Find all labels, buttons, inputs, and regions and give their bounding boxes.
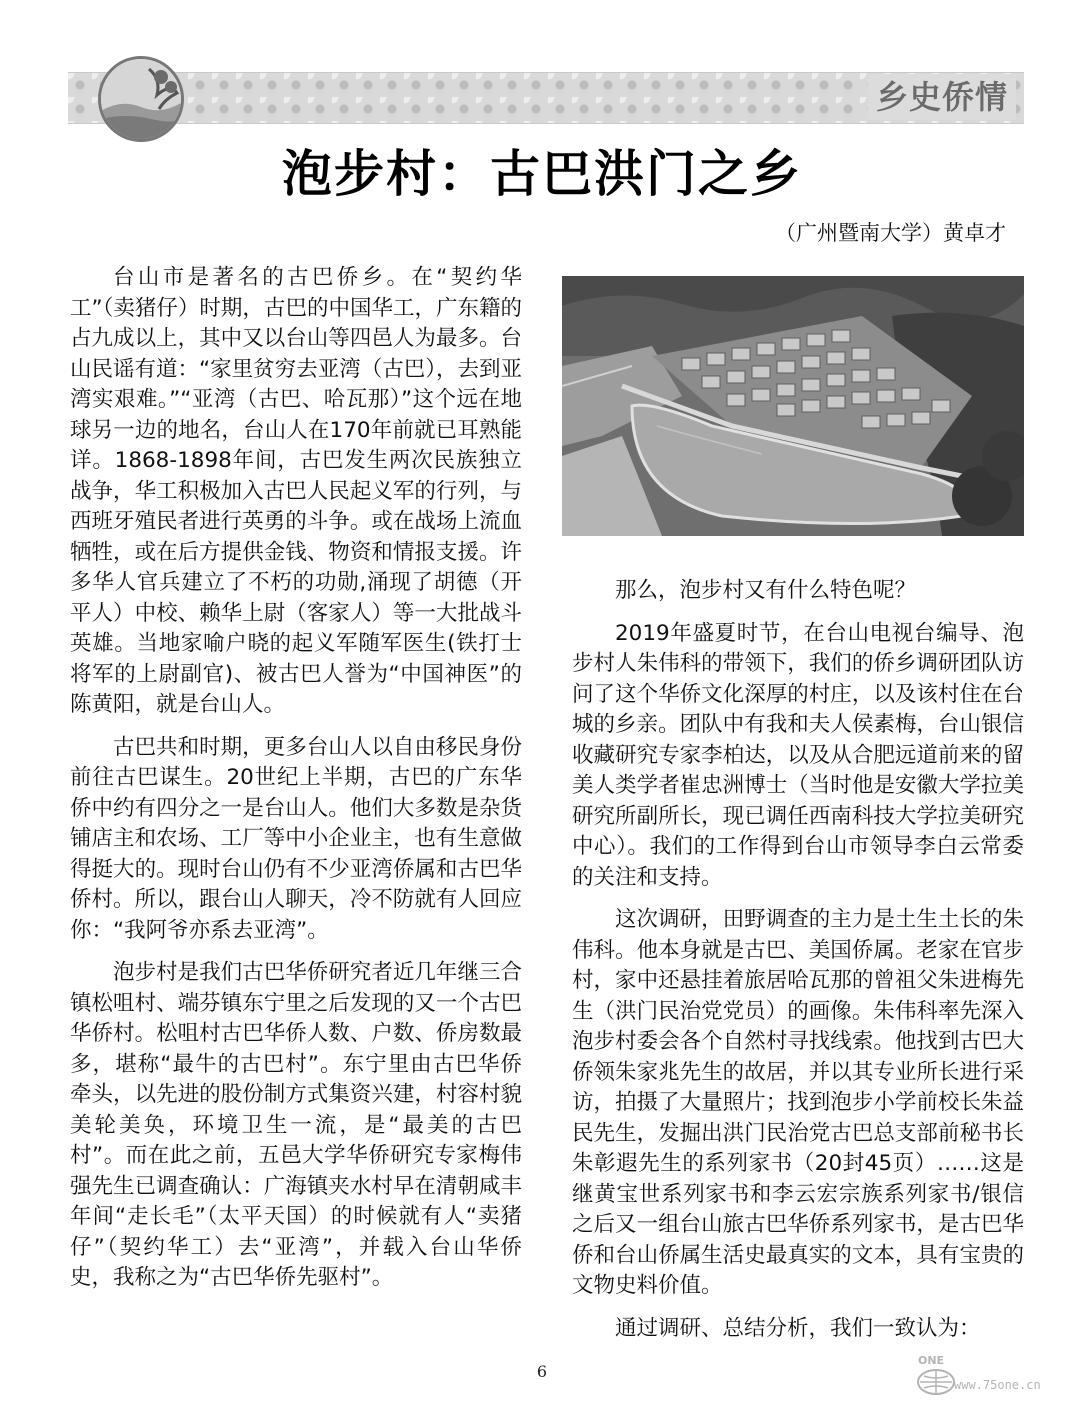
- paragraph: 这次调研，田野调查的主力是土生土长的朱伟科。他本身就是古巴、美国侨属。老家在官步村，家中还悬挂着旅居哈瓦那的曾祖父朱进梅先生（洪门民治党党员）的画像。朱伟科率先深入泡步村委会各个自然村寻找线索。他找到古巴大侨领朱家兆先生的故居，并以其专业所长进行采访，拍摄了大量照片；找到泡步小学前校长朱益民先生，发掘出洪门民治党古巴总支部前秘书长朱彰遐先生的系列家书（20封45页）……这是继黄宝世系列家书和李云宏宗族系列家书/银信之后又一组台山旅古巴华侨系列家书，是古巴华侨和台山侨属生活史最真实的文本，具有宝贵的文物史料价值。: [572, 907, 1024, 1298]
- paragraph: 古巴共和时期，更多台山人以自由移民身份前往古巴谋生。20世纪上半期，古巴的广东华侨中约有四分之一是台山人。他们大多数是杂货铺店主和农场、工厂等中小企业主，也有生意做得挺大的。现时台山仍有不少亚湾侨属和古巴华侨村。所以，跟台山人聊天，冷不防就有人回应你：“我阿爷亦系去亚湾”。: [70, 734, 522, 943]
- left-column: [70, 263, 522, 1306]
- paragraph: 通过调研、总结分析，我们一致认为：: [615, 1315, 981, 1341]
- article-byline: （广州暨南大学）黄卓才: [775, 221, 1006, 245]
- section-tag: 乡史侨情: [868, 74, 1016, 120]
- village-aerial-photo: [562, 276, 1024, 536]
- paragraph: 台山市是著名的古巴侨乡。在“契约华工”（卖猪仔）时期，古巴的中国华工，广东籍的占九成以上，其中又以台山等四邑人为最多。台山民谣有道：“家里贫穷去亚湾（古巴），去到亚湾实艰难。”“亚湾（古巴、哈瓦那）”这个远在地球另一边的地名，台山人在170年前就已耳熟能详。1868-1898年间，古巴发生两次民族独立战争，华工积极加入古巴人民起义军的行列，与西班牙殖民者进行英勇的斗争。或在战场上流血牺牲，或在后方提供金钱、物资和情报支援。许多华人官兵建立了不朽的功勋,涌现了胡德（开平人）中校、赖华上尉（客家人）等一大批战斗英雄。当地家喻户晓的起义军随军医生(铁打士将军的上尉副官)、被古巴人誉为“中国神医”的陈黄阳，就是台山人。: [70, 265, 522, 717]
- paragraph: 2019年盛夏时节，在台山电视台编导、泡步村人朱伟科的带领下，我们的侨乡调研团队访问了这个华侨文化深厚的村庄，以及该村住在台城的乡亲。团队中有我和夫人侯素梅，台山银信收藏研究专家李柏达，以及从合肥远道前来的留美人类学者崔忠洲博士（当时他是安徽大学拉美研究所副所长，现已调任西南科技大学拉美研究中心）。我们的工作得到台山市领导李白云常委的关注和支持。: [572, 620, 1024, 890]
- article-title: 泡步村：古巴洪门之乡: [282, 145, 802, 203]
- landscape-medallion-icon: [98, 56, 184, 142]
- paragraph: 那么，泡步村又有什么特色呢？: [615, 578, 917, 603]
- paragraph: 泡步村是我们古巴华侨研究者近几年继三合镇松咀村、端芬镇东宁里之后发现的又一个古巴华侨村。松咀村古巴华侨人数、户数、侨房数最多，堪称“最牛的古巴村”。东宁里由古巴华侨牵头，以先进的股份制方式集资兴建，村容村貌美轮美奂，环境卫生一流，是“最美的古巴村”。而在此之前，五邑大学华侨研究专家梅伟强先生已调查确认：广海镇夹水村早在清朝咸丰年间“走长毛”（太平天国）的时候就有人“卖猪仔”（契约华工）去“亚湾”，并载入台山华侨史，我称之为“古巴华侨先驱村”。: [70, 960, 522, 1290]
- site-watermark: [914, 1352, 1074, 1396]
- watermark-url: www.75one.cn: [954, 1378, 1041, 1392]
- page-number: 6: [536, 1362, 548, 1381]
- right-column: [572, 576, 1024, 1356]
- watermark-logo-text: ONE: [918, 1354, 945, 1367]
